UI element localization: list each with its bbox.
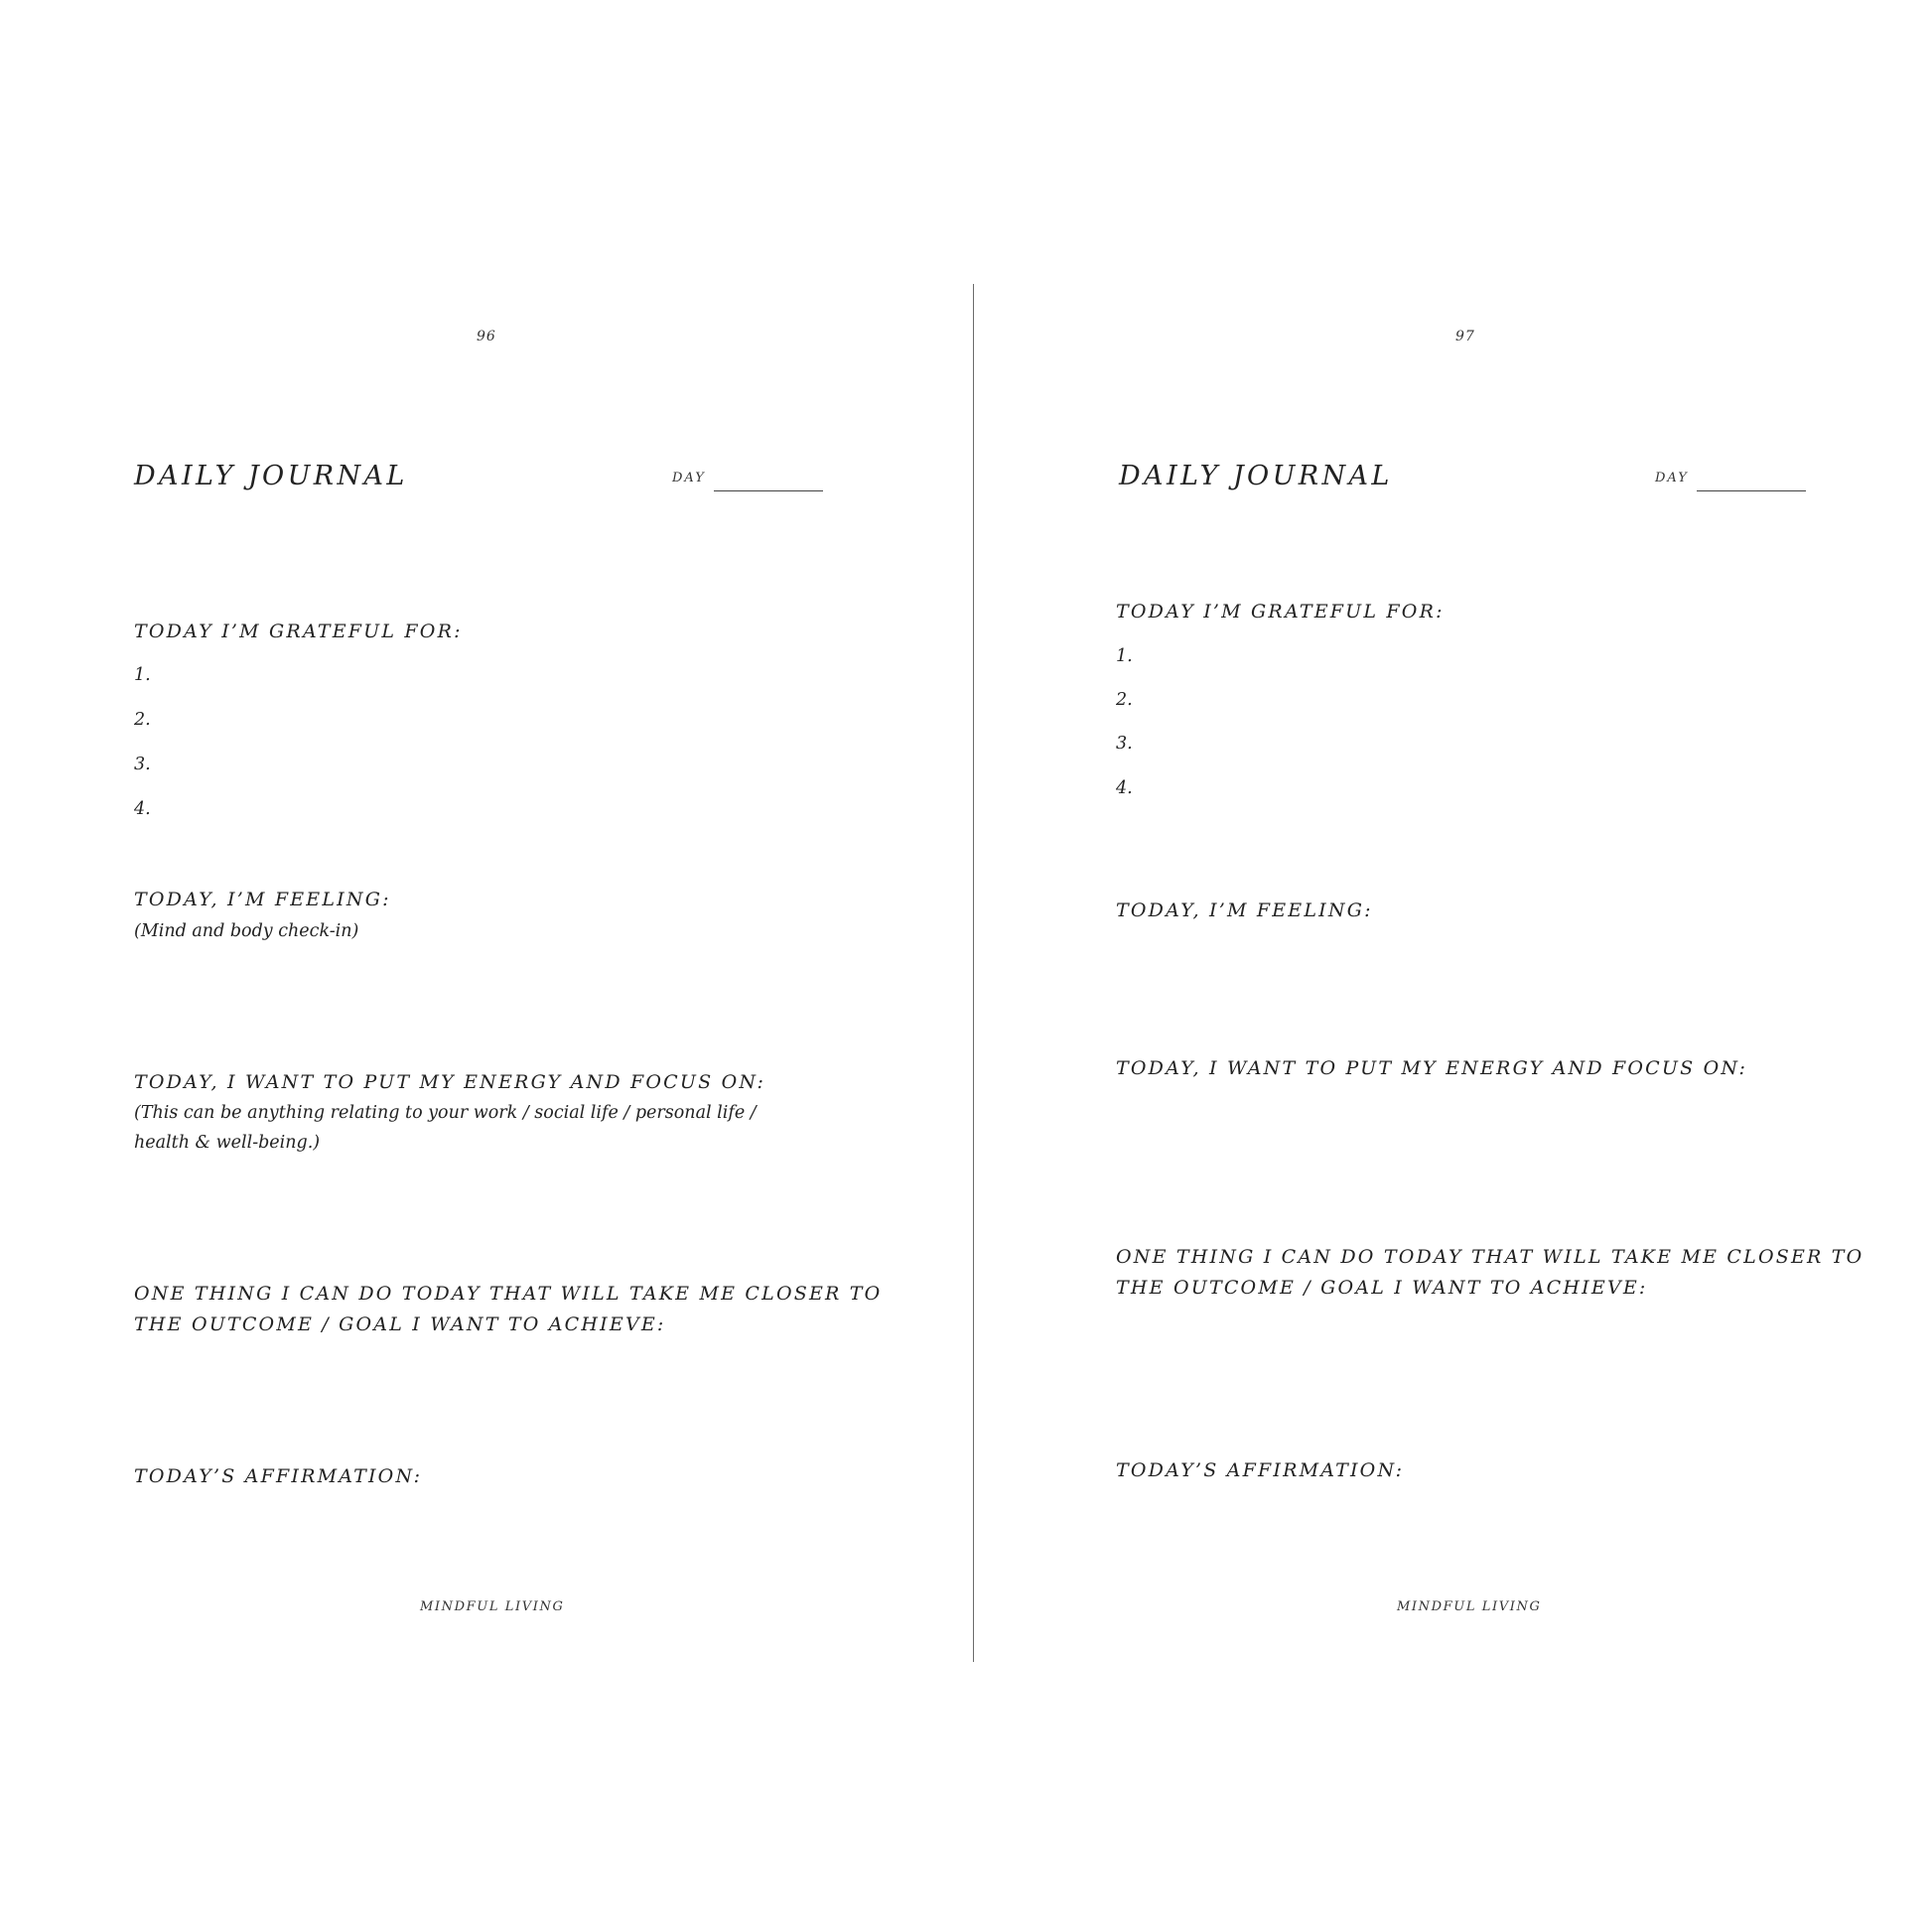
- grateful-item-2[interactable]: 2.: [1116, 690, 1133, 710]
- page-number: 96: [477, 329, 496, 345]
- grateful-item-1[interactable]: 1.: [1116, 646, 1133, 666]
- right-page: [1116, 0, 1910, 1932]
- grateful-item-4[interactable]: 4.: [134, 799, 151, 819]
- affirmation-heading: TODAY’S AFFIRMATION:: [1116, 1459, 1405, 1481]
- goal-heading-line2: THE OUTCOME / GOAL I WANT TO ACHIEVE:: [1116, 1277, 1648, 1299]
- goal-heading-line2: THE OUTCOME / GOAL I WANT TO ACHIEVE:: [134, 1313, 666, 1335]
- page-title: DAILY JOURNAL: [1119, 461, 1393, 491]
- left-page: [134, 0, 928, 1932]
- day-label: DAY: [672, 471, 706, 485]
- grateful-item-2[interactable]: 2.: [134, 710, 151, 730]
- grateful-item-4[interactable]: 4.: [1116, 778, 1133, 798]
- affirmation-heading: TODAY’S AFFIRMATION:: [134, 1465, 423, 1487]
- page-number: 97: [1455, 329, 1475, 345]
- grateful-item-1[interactable]: 1.: [134, 665, 151, 685]
- page-divider: [973, 284, 974, 1662]
- feeling-heading: TODAY, I’M FEELING:: [134, 889, 391, 910]
- day-input-line[interactable]: [714, 490, 823, 491]
- grateful-heading: TODAY I’M GRATEFUL FOR:: [1116, 601, 1445, 622]
- page-footer: MINDFUL LIVING: [420, 1599, 565, 1614]
- feeling-note: (Mind and body check-in): [134, 921, 359, 941]
- feeling-heading: TODAY, I’M FEELING:: [1116, 899, 1373, 921]
- day-input-line[interactable]: [1697, 490, 1806, 491]
- page-footer: MINDFUL LIVING: [1397, 1599, 1542, 1614]
- grateful-heading: TODAY I’M GRATEFUL FOR:: [134, 621, 463, 642]
- goal-heading-line1: ONE THING I CAN DO TODAY THAT WILL TAKE ME CLOSER TO: [134, 1283, 883, 1305]
- energy-heading: TODAY, I WANT TO PUT MY ENERGY AND FOCUS ON:: [1116, 1057, 1748, 1079]
- grateful-item-3[interactable]: 3.: [134, 755, 151, 774]
- goal-heading-line1: ONE THING I CAN DO TODAY THAT WILL TAKE ME CLOSER TO: [1116, 1246, 1864, 1268]
- page-title: DAILY JOURNAL: [134, 461, 408, 491]
- energy-heading: TODAY, I WANT TO PUT MY ENERGY AND FOCUS ON:: [134, 1071, 766, 1093]
- grateful-item-3[interactable]: 3.: [1116, 734, 1133, 754]
- day-label: DAY: [1655, 471, 1689, 485]
- energy-note: (This can be anything relating to your work / social life / personal life / health & well-being.): [134, 1103, 757, 1153]
